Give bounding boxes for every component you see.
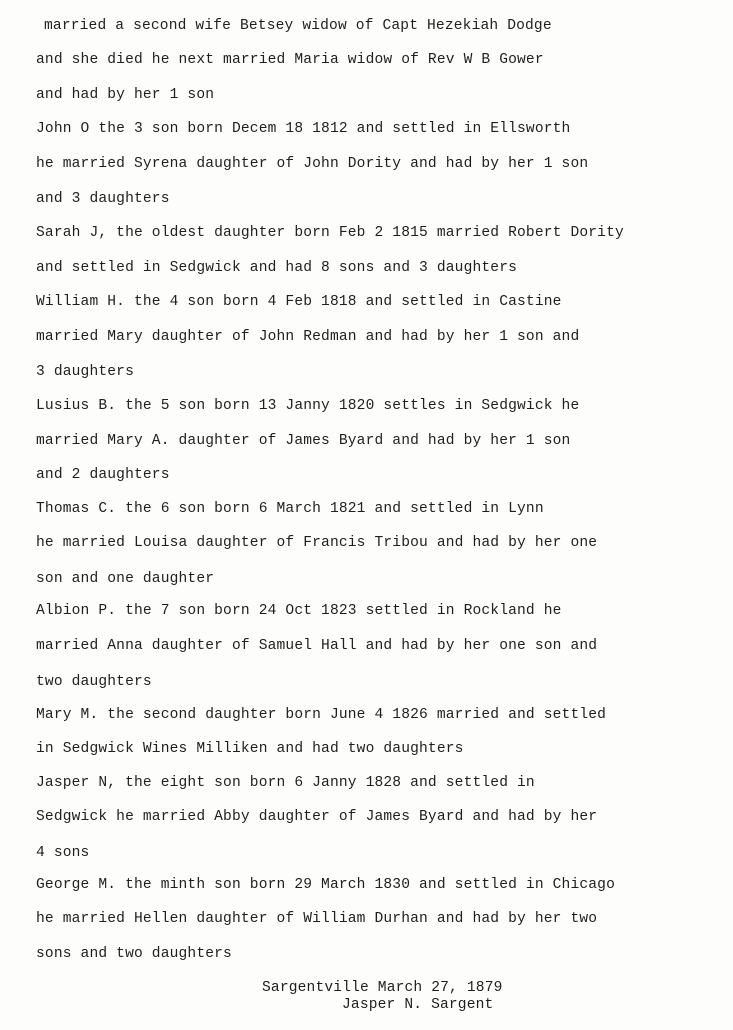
text-line: and had by her 1 son (36, 87, 215, 103)
text-line: William H. the 4 son born 4 Feb 1818 and settled in Castine (36, 294, 562, 310)
text-line: and 2 daughters (36, 467, 170, 483)
text-line: and 3 daughters (36, 191, 170, 207)
text-line: two daughters (36, 674, 152, 690)
text-line: Lusius B. the 5 son born 13 Janny 1820 settles in Sedgwick he (36, 398, 580, 414)
text-line: married a second wife Betsey widow of Capt Hezekiah Dodge (44, 18, 552, 34)
text-line: Jasper N, the eight son born 6 Janny 1828 and settled in (36, 775, 535, 791)
text-line: Sarah J, the oldest daughter born Feb 2 1815 married Robert Dority (36, 225, 624, 241)
text-line: he married Louisa daughter of Francis Tribou and had by her one (36, 535, 598, 551)
text-line: Albion P. the 7 son born 24 Oct 1823 settled in Rockland he (36, 603, 562, 619)
text-line: Mary M. the second daughter born June 4 1826 married and settled (36, 707, 607, 723)
text-line: married Mary A. daughter of James Byard and had by her 1 son (36, 433, 571, 449)
signature-place-date: Sargentville March 27, 1879 (262, 980, 503, 996)
text-line: married Anna daughter of Samuel Hall and had by her one son and (36, 638, 598, 654)
text-line: sons and two daughters (36, 946, 232, 962)
text-line: son and one daughter (36, 571, 215, 587)
text-line: married Mary daughter of John Redman and had by her 1 son and (36, 329, 580, 345)
text-line: he married Hellen daughter of William Durhan and had by her two (36, 911, 598, 927)
text-line: and she died he next married Maria widow of Rev W B Gower (36, 52, 544, 68)
text-line: and settled in Sedgwick and had 8 sons and 3 daughters (36, 260, 518, 276)
text-line: in Sedgwick Wines Milliken and had two daughters (36, 741, 464, 757)
text-line: 4 sons (36, 845, 90, 861)
text-line: John O the 3 son born Decem 18 1812 and settled in Ellsworth (36, 121, 571, 137)
text-line: 3 daughters (36, 364, 134, 380)
text-line: Sedgwick he married Abby daughter of James Byard and had by her (36, 809, 598, 825)
signature-name: Jasper N. Sargent (342, 997, 494, 1013)
text-line: he married Syrena daughter of John Dority and had by her 1 son (36, 156, 589, 172)
text-line: Thomas C. the 6 son born 6 March 1821 and settled in Lynn (36, 501, 544, 517)
text-line: George M. the minth son born 29 March 1830 and settled in Chicago (36, 877, 615, 893)
